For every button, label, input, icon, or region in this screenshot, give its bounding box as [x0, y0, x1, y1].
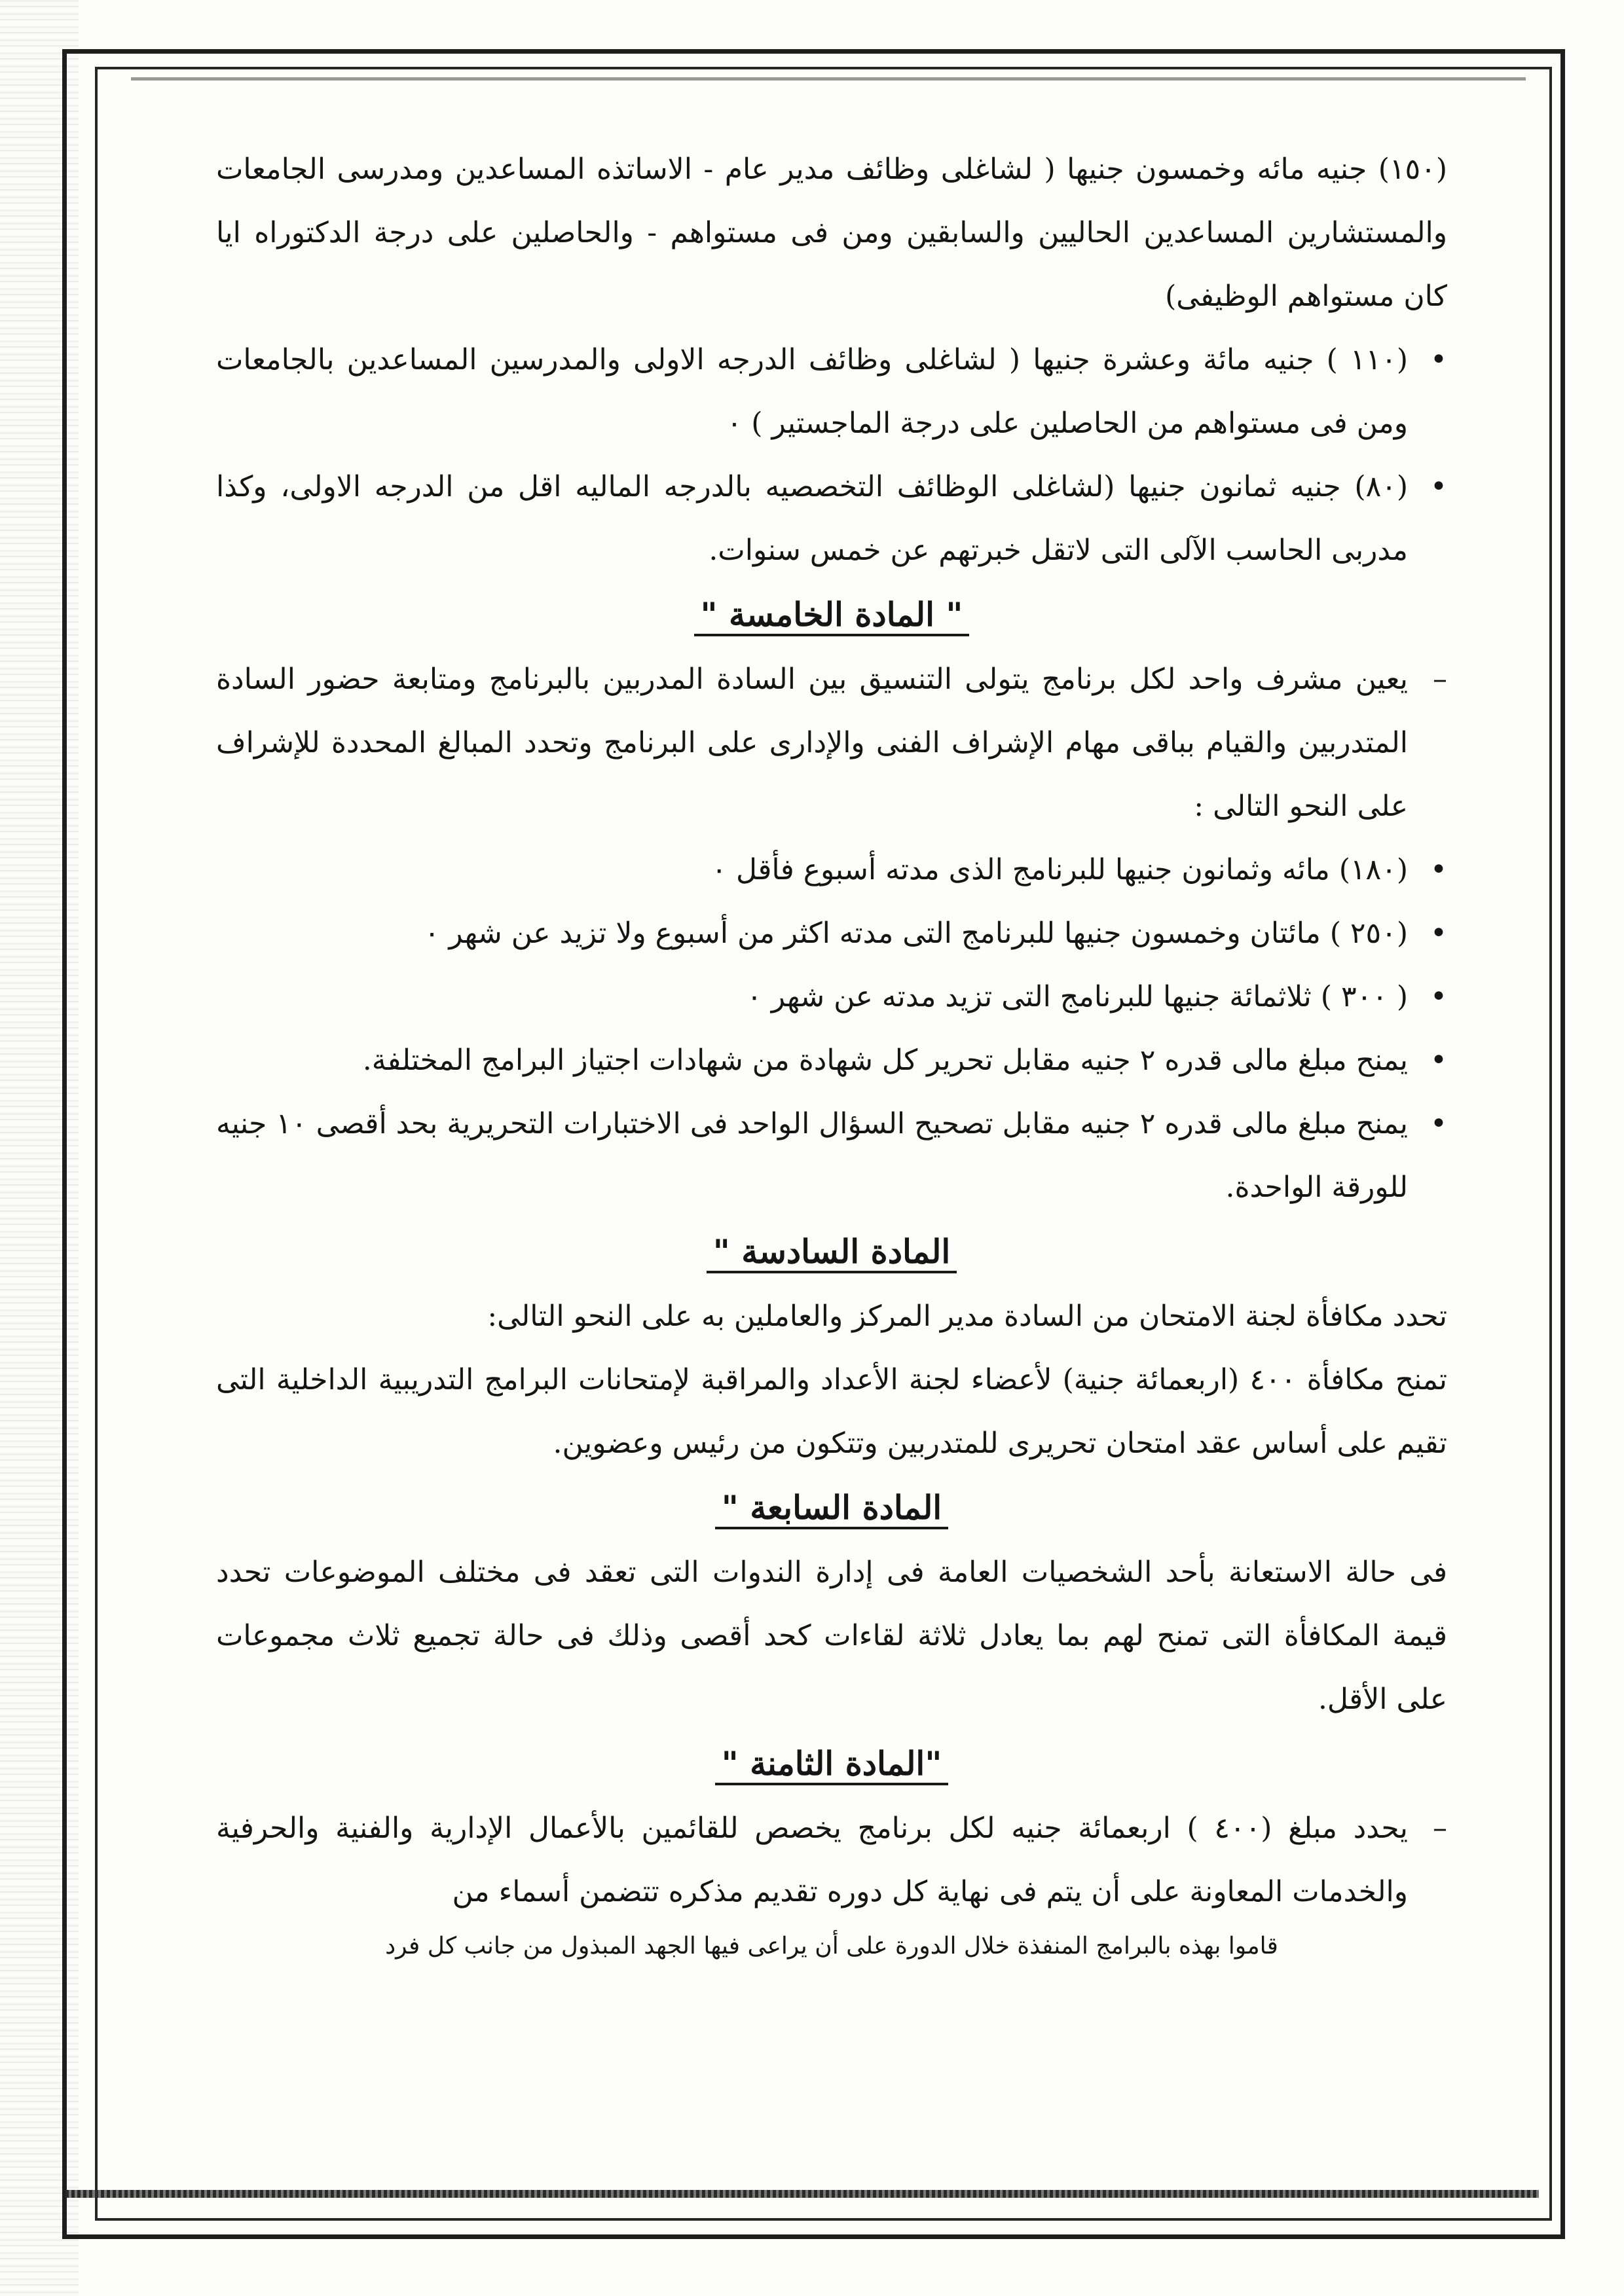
- paragraph-public-figures: فى حالة الاستعانة بأحد الشخصيات العامة فى إدارة الندوات التى تعقد فى مختلف الموضوعات تحدد قيمة المكافأة التى تمنح لهم بما يعادل ثلاثة لقاءات كحد أقصى وذلك فى حالة تجميع ثلاث مجموعات على الأقل.: [216, 1556, 1447, 1716]
- paragraph-admin-staff: – يحدد مبلغ (٤٠٠ ) اربعمائة جنيه لكل برنامج يخصص للقائمين بالأعمال الإدارية والفنية والحرفية والخدمات المعاونة على أن يتم فى نهاية كل دوره تقديم مذكره تتضمن أسماء من: [216, 1796, 1447, 1923]
- heading-article-6: المادة السادسة ": [216, 1219, 1447, 1285]
- paragraph-fee-150: (١٥٠) جنيه مائه وخمسون جنيها ( لشاغلى وظائف مدير عام - الاساتذه المساعدين ومدرسى الجامعات والمستشارين المساعدين الحاليين والسابقين ومن فى مستواهم - والحاصلين على درجة الدكتوراه ايا كان مستواهم الوظيفى): [216, 153, 1447, 313]
- list-item: • يمنح مبلغ مالى قدره ٢ جنيه مقابل تحرير كل شهادة من شهادات اجتياز البرامج المختلفة.: [216, 1029, 1447, 1092]
- list-item: • يمنح مبلغ مالى قدره ٢ جنيه مقابل تصحيح السؤال الواحد فى الاختبارات التحريرية بحد أقصى ١٠ جنيه للورقة الواحدة.: [216, 1092, 1447, 1219]
- list-item: • (٢٥٠ ) مائتان وخمسون جنيها للبرنامج التى مدته اكثر من أسبوع ولا تزيد عن شهر ٠: [216, 902, 1447, 965]
- list-item-fee-80: • (٨٠) جنيه ثمانون جنيها (لشاغلى الوظائف التخصصيه بالدرجه الماليه اقل من الدرجه الاولى، وكذا مدربى الحاسب الآلى التى لاتقل خبرتهم عن خمس سنوات.: [216, 455, 1447, 582]
- paragraph-supervisor: – يعين مشرف واحد لكل برنامج يتولى التنسيق بين السادة المدربين بالبرنامج ومتابعة حضور السادة المتدربين والقيام بباقى مهام الإشراف الفنى والإدارى على البرنامج وتحدد المبالغ المحددة للإشراف على النحو التالى :: [216, 647, 1447, 838]
- border-shadow-top: [131, 77, 1526, 81]
- heading-article-8: "المادة الثامنة ": [216, 1731, 1447, 1796]
- list-item: • (١٨٠) مائه وثمانون جنيها للبرنامج الذى مدته أسبوع فأقل ٠: [216, 838, 1447, 902]
- border-shadow-bottom: [65, 2190, 1539, 2198]
- heading-article-5: " المادة الخامسة ": [216, 582, 1447, 647]
- paragraph-exam-committee: تحدد مكافأة لجنة الامتحان من السادة مدير المركز والعاملين به على النحو التالى:: [487, 1300, 1447, 1333]
- supervision-list: [216, 838, 1447, 1219]
- document-body: [216, 137, 1447, 2154]
- paragraph-admin-staff-cont: قاموا بهذه بالبرامج المنفذة خلال الدورة على أن يراعى فيها الجهد المبذول من جانب كل فرد: [385, 1933, 1278, 1959]
- list-item: • ( ٣٠٠ ) ثلاثمائة جنيها للبرنامج التى تزيد مدته عن شهر ٠: [216, 965, 1447, 1029]
- list-item-fee-110: • (١١٠ ) جنيه مائة وعشرة جنيها ( لشاغلى وظائف الدرجه الاولى والمدرسين المساعدين بالجامعات ومن فى مستواهم من الحاصلين على درجة الماجستير ) ٠: [216, 328, 1447, 455]
- heading-article-7: المادة السابعة ": [216, 1475, 1447, 1540]
- paragraph-exam-reward: تمنح مكافأة ٤٠٠ (اربعمائة جنية) لأعضاء لجنة الأعداد والمراقبة لإمتحانات البرامج التدريبية الداخلية التى تقيم على أساس عقد امتحان تحريرى للمتدربين وتتكون من رئيس وعضوين.: [216, 1363, 1447, 1460]
- fee-list: [216, 328, 1447, 582]
